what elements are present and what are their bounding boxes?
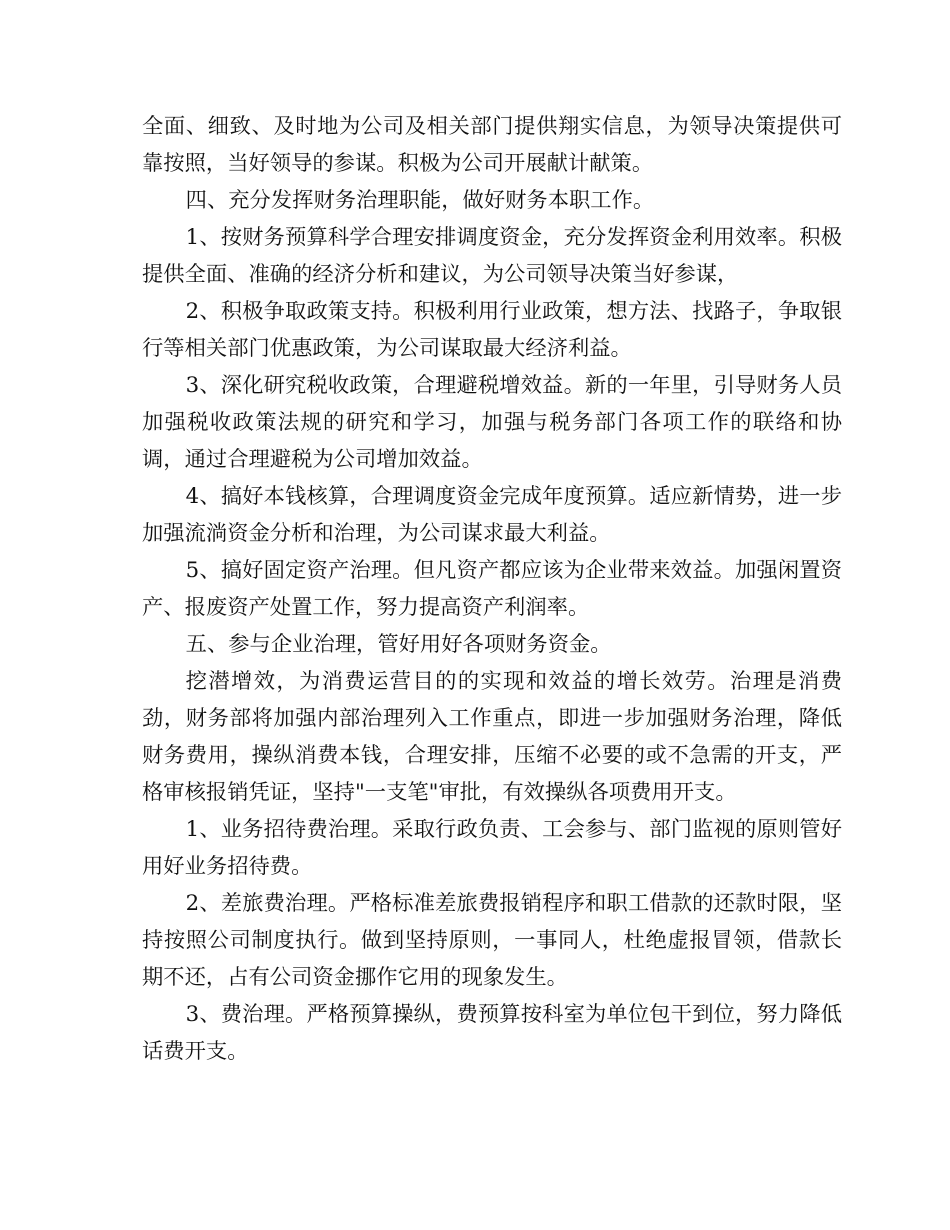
paragraph-12: 3、费治理。严格预算操纵，费预算按科室为单位包干到位，努力降低话费开支。	[142, 1002, 842, 1064]
paragraph-2: 四、充分发挥财务治理职能，做好财务本职工作。	[185, 188, 655, 213]
paragraph-11: 2、差旅费治理。严格标准差旅费报销程序和职工借款的还款时限，坚持按照公司制度执行。做到坚持原则，一事同人，杜绝虚报冒领，借款长期不还，占有公司资金挪作它用的现象发生。	[142, 891, 842, 990]
paragraph-7: 5、搞好固定资产治理。但凡资产都应该为企业带来效益。加强闲置资产、报废资产处置工作，努力提高资产利润率。	[142, 558, 842, 620]
paragraph-3: 1、按财务预算科学合理安排调度资金，充分发挥资金利用效率。积极提供全面、准确的经济分析和建议，为公司领导决策当好参谋，	[142, 225, 842, 287]
paragraph-10: 1、业务招待费治理。采取行政负责、工会参与、部门监视的原则管好用好业务招待费。	[142, 817, 842, 879]
paragraph-1: 全面、细致、及时地为公司及相关部门提供翔实信息，为领导决策提供可靠按照，当好领导的参谋。积极为公司开展献计献策。	[142, 114, 842, 176]
paragraph-8: 五、参与企业治理，管好用好各项财务资金。	[185, 632, 612, 657]
paragraph-9: 挖潜增效，为消费运营目的的实现和效益的增长效劳。治理是消费劲，财务部将加强内部治理列入工作重点，即进一步加强财务治理，降低财务费用，操纵消费本钱，合理安排，压缩不必要的或不急需的开支，严格审核报销凭证，坚持"一支笔"审批，有效操纵各项费用开支。	[142, 669, 842, 805]
paragraph-5: 3、深化研究税收政策，合理避税增效益。新的一年里，引导财务人员加强税收政策法规的研究和学习，加强与税务部门各项工作的联络和协调，通过合理避税为公司增加效益。	[142, 373, 842, 472]
document-body	[142, 108, 842, 1070]
paragraph-4: 2、积极争取政策支持。积极利用行业政策，想方法、找路子，争取银行等相关部门优惠政策，为公司谋取最大经济利益。	[142, 299, 842, 361]
paragraph-6: 4、搞好本钱核算，合理调度资金完成年度预算。适应新情势，进一步加强流淌资金分析和治理，为公司谋求最大利益。	[142, 484, 842, 546]
